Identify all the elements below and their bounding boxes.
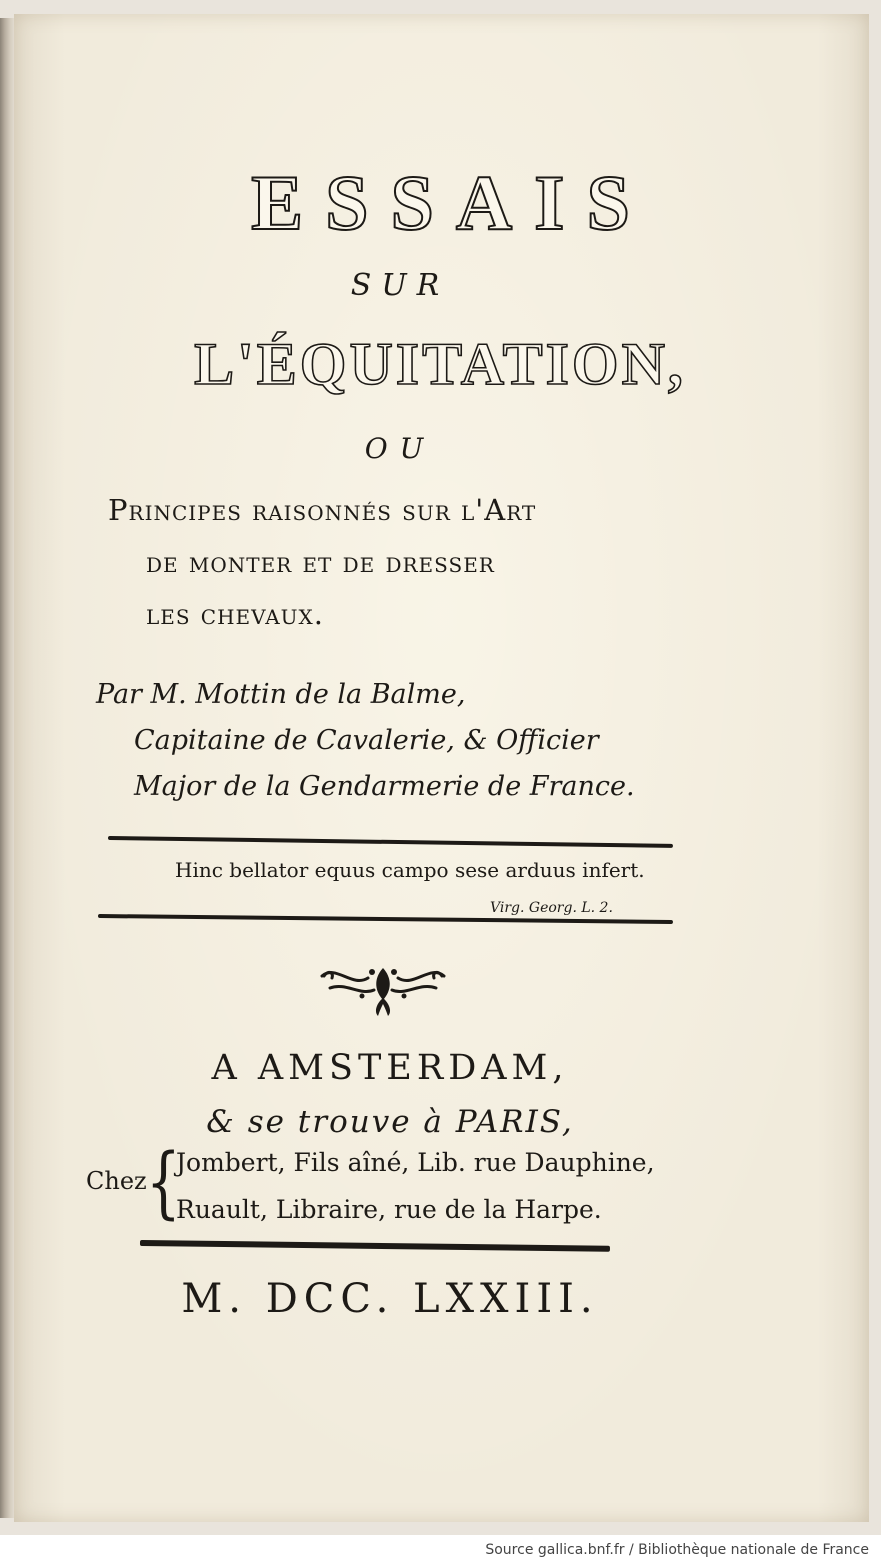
book-title: ESSAIS (251, 159, 652, 246)
subtitle-line: les chevaux. (146, 597, 324, 631)
imprint-chez: Chez (86, 1167, 147, 1195)
book-subject: L'ÉQUITATION, (194, 331, 686, 397)
source-credit: Source gallica.bnf.fr / Bibliothèque nationale de France (485, 1542, 869, 1558)
imprint-place-secondary: & se trouve à PARIS, (206, 1104, 574, 1140)
subtitle-line: de monter et de dresser (146, 545, 495, 579)
epigraph: Hinc bellator equus campo sese arduus infert. (175, 858, 645, 882)
author-line: Par M. Mottin de la Balme, (96, 679, 466, 710)
seller-brace: { (146, 1138, 181, 1228)
author-line: Capitaine de Cavalerie, & Officier (134, 725, 599, 756)
imprint-date: M. DCC. LXXIII. (181, 1276, 599, 1322)
printer-ornament-icon (316, 960, 450, 1020)
subtitle-line: Principes raisonnés sur l'Art (108, 493, 537, 527)
author-line: Major de la Gendarmerie de France. (134, 771, 635, 802)
subtitle (108, 484, 708, 640)
seller-line: Ruault, Libraire, rue de la Harpe. (176, 1195, 602, 1224)
title-connector-ou: OU (364, 432, 436, 465)
seller-line: Jombert, Fils aîné, Lib. rue Dauphine, (176, 1148, 655, 1177)
author-block (96, 672, 736, 810)
title-connector-sur: SUR (350, 268, 450, 303)
epigraph-source: Virg. Georg. L. 2. (490, 900, 613, 916)
imprint-place: A AMSTERDAM, (211, 1048, 569, 1088)
